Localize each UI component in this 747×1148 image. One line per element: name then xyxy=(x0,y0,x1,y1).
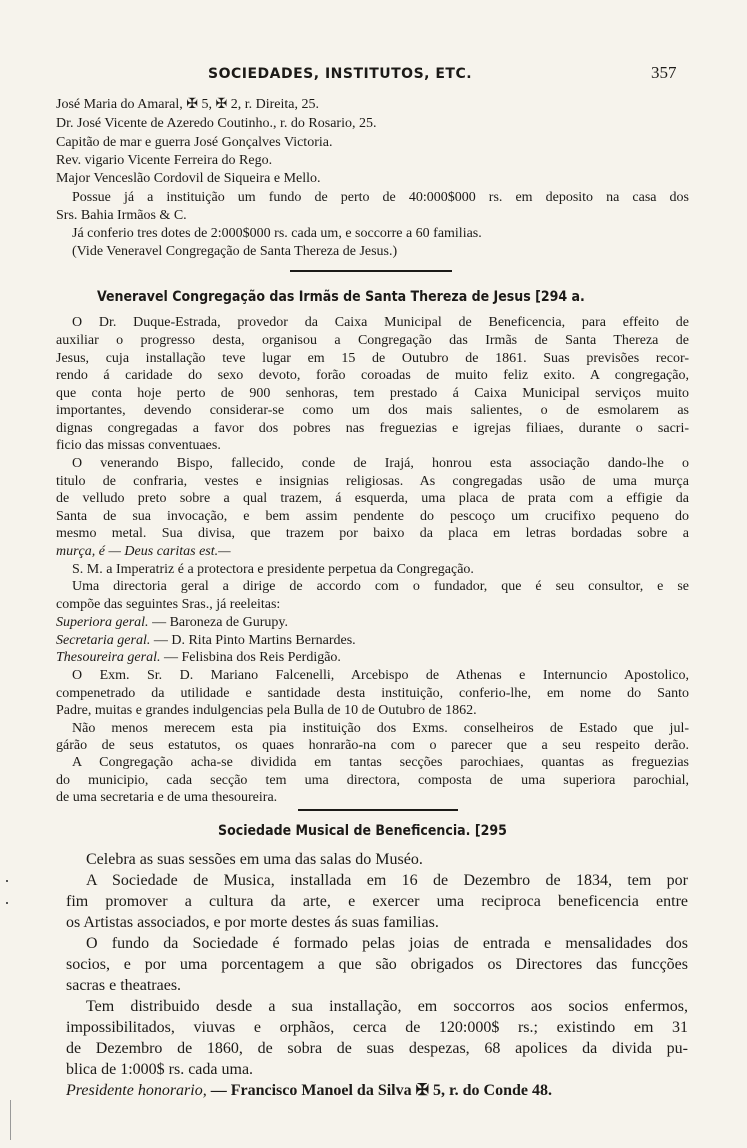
text-line: O fundo da Sociedade é formado pelas joias de entrada e mensalidades dos xyxy=(86,935,688,952)
text-line: rendo á caridade do sexo devoto, forão coroadas de muito feliz exito. A congregação, xyxy=(56,368,689,383)
text-line: auxiliar o progresso desta, organisou a Congregação das Irmãs de Santa Thereza de xyxy=(56,333,689,348)
president-role: Presidente honorario, xyxy=(66,1082,207,1099)
president-line xyxy=(66,1082,552,1099)
text-line: Celebra as suas sessões em uma das salas do Muséo. xyxy=(86,851,423,868)
margin-mark xyxy=(6,902,8,904)
officer-role: Superiora geral. xyxy=(56,615,149,630)
text-line: Possue já a instituição um fundo de perto de 40:000$000 rs. em deposito na casa dos xyxy=(72,190,689,205)
officer-line xyxy=(56,649,341,666)
officer-role: Thesoureira geral. xyxy=(56,650,161,665)
text-line: O venerando Bispo, fallecido, conde de Irajá, honrou esta associação dando-lhe o xyxy=(72,456,689,471)
cross-reference: (Vide Veneravel Congregação de Santa Thereza de Jesus.) xyxy=(72,244,398,259)
text-line: dignas congregadas a favor dos pobres nas freguezias e igrejas filiaes, durante o sacri- xyxy=(56,421,689,436)
text-line: os Artistas associados, e por morte destes ás suas familias. xyxy=(66,914,439,931)
text-line: blica de 1:000$ rs. cada uma. xyxy=(66,1061,254,1078)
text-line: Uma directoria geral a dirige de accordo com o fundador, que é seu consultor, e se xyxy=(72,579,689,594)
member-line: Major Venceslão Cordovil de Siqueira e Mello. xyxy=(56,171,321,186)
running-title: SOCIEDADES, INSTITUTOS, ETC. xyxy=(208,66,473,82)
text-line: de velludo preto sobre a qual trazem, á esquerda, uma placa de prata com a effigie da xyxy=(56,491,689,506)
text-line: Jesus, cuja installação teve lugar em 15 de Outubro de 1861. Suas previsões recor- xyxy=(56,351,689,366)
text-line: S. M. a Imperatriz é a protectora e presidente perpetua da Congregação. xyxy=(72,562,474,577)
text-line: do municipio, cada secção tem uma directora, composta de uma superiora parochial, xyxy=(56,773,689,788)
section-divider xyxy=(298,809,458,811)
officer-role: Secretaria geral. xyxy=(56,633,151,648)
text-line: Padre, muitas e grandes indulgencias pela Bulla de 10 de Outubro de 1862. xyxy=(56,703,477,718)
text-line: ficio das missas conventuaes. xyxy=(56,438,221,453)
officer-name: — Baroneza de Gurupy. xyxy=(152,615,288,630)
text-line: que conta hoje perto de 900 senhoras, tem prestado á Caixa Municipal serviços muito xyxy=(56,386,689,401)
officer-name: — Felisbina dos Reis Perdigão. xyxy=(163,650,341,665)
text-line: Tem distribuido desde a sua installação, em soccorros aos socios enfermos, xyxy=(86,998,688,1015)
text-line: A Sociedade de Musica, installada em 16 de Dezembro de 1834, tem por xyxy=(86,872,688,889)
text-line: gárão de seus estatutos, os quaes honrarão-na com o parecer que a seu respeito derão. xyxy=(56,738,689,753)
text-line: Srs. Bahia Irmãos & C. xyxy=(56,208,187,223)
text-line: compõe das seguintes Sras., já reeleitas: xyxy=(56,597,281,612)
text-line: A Congregação acha-se dividida em tantas secções parochiaes, quantas as freguezias xyxy=(72,755,689,770)
text-line: compenetrado da utilidade e santidade desta instituição, conferio-lhe, em nome do Santo xyxy=(56,686,689,701)
text-line: titulo de confraria, vestes e insignias religiosas. As congregadas usão de uma murça xyxy=(56,474,689,489)
officer-line xyxy=(56,632,356,649)
text-line: Santa de sua invocação, e bem assim pendente do pescoço um crucifixo pequeno do xyxy=(56,509,689,524)
member-line: José Maria do Amaral, ✠ 5, ✠ 2, r. Direita, 25. xyxy=(56,97,319,112)
margin-mark xyxy=(10,1100,11,1140)
motto-line: murça, é — Deus caritas est.— xyxy=(56,544,231,559)
member-line: Dr. José Vicente de Azeredo Coutinho., r. do Rosario, 25. xyxy=(56,116,377,131)
text-line: sacras e theatraes. xyxy=(66,977,182,994)
text-line: mesmo metal. Sua divisa, que trazem por baixo da placa em letras bordadas sobre a xyxy=(56,526,689,541)
text-line: de Dezembro de 1860, de sobra de suas despezas, 68 apolices da divida pu- xyxy=(66,1040,688,1057)
page-number: 357 xyxy=(651,63,677,82)
text-line: Não menos merecem esta pia instituição dos Exms. conselheiros de Estado que jul- xyxy=(72,721,689,736)
text-line: importantes, devendo considerar-se como um dos mais salientes, o de esmolarem as xyxy=(56,403,689,418)
text-line: O Exm. Sr. D. Mariano Falcenelli, Arcebispo de Athenas e Internuncio Apostolico, xyxy=(72,668,689,683)
margin-mark xyxy=(6,880,8,882)
text-line: fim promover a cultura da arte, e exercer uma reciproca beneficencia entre xyxy=(66,893,688,910)
member-line: Rev. vigario Vicente Ferreira do Rego. xyxy=(56,153,273,168)
text-line: impossibilitados, viuvas e orphãos, cerca de 120:000$ rs.; existindo em 31 xyxy=(66,1019,688,1036)
text-line: O Dr. Duque-Estrada, provedor da Caixa Municipal de Beneficencia, para effeito de xyxy=(72,315,689,330)
member-line: Capitão de mar e guerra José Gonçalves Victoria. xyxy=(56,135,333,150)
officer-line xyxy=(56,614,288,631)
text-line: socios, e por uma porcentagem a que são obrigados os Directores das funcções xyxy=(66,956,688,973)
president-name: — Francisco Manoel da Silva ✠ 5, r. do Conde 48. xyxy=(210,1082,553,1099)
text-line: Já conferio tres dotes de 2:000$000 rs. cada um, e soccorre a 60 familias. xyxy=(72,226,482,241)
section-divider xyxy=(290,270,452,272)
text-line: de uma secretaria e de uma thesoureira. xyxy=(56,790,278,805)
section-title-294a: Veneravel Congregação das Irmãs de Santa Thereza de Jesus [294 a. xyxy=(97,289,585,305)
officer-name: — D. Rita Pinto Martins Bernardes. xyxy=(153,633,356,648)
section-title-295: Sociedade Musical de Beneficencia. [295 xyxy=(218,823,507,839)
